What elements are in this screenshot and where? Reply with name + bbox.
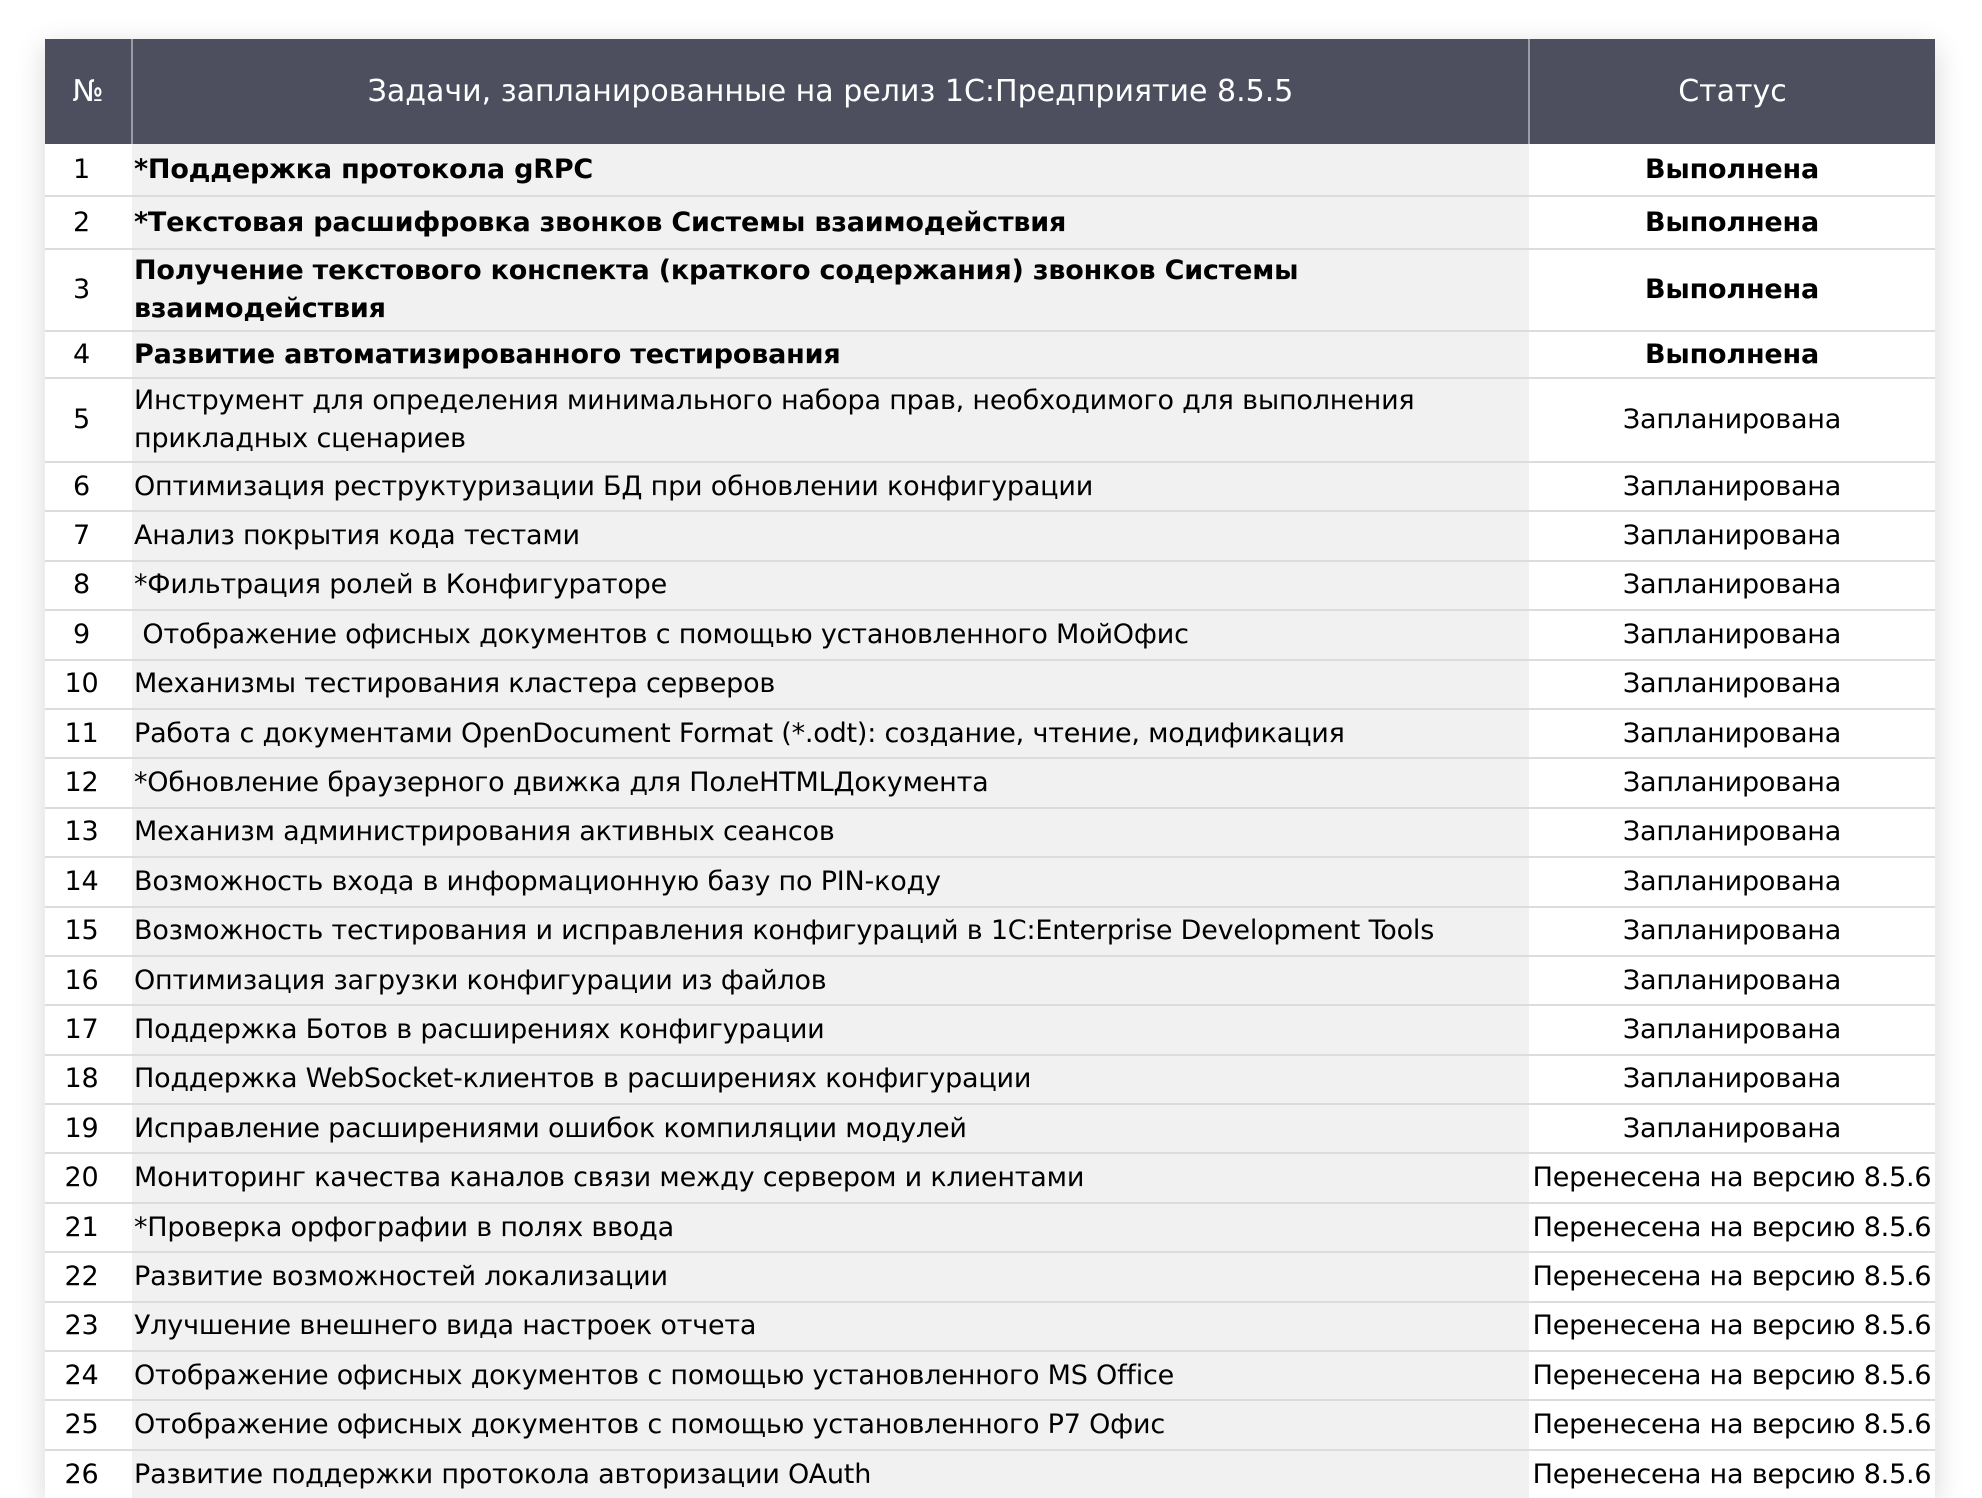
table-row bbox=[45, 1055, 1935, 1104]
task-name: Анализ покрытия кода тестами bbox=[132, 511, 1529, 560]
task-name: Отображение офисных документов с помощью установленного МойОфис bbox=[132, 610, 1529, 659]
row-number: 20 bbox=[45, 1153, 132, 1202]
row-number: 2 bbox=[45, 196, 132, 249]
table-row bbox=[45, 1351, 1935, 1400]
table-row bbox=[45, 857, 1935, 906]
task-status: Запланирована bbox=[1529, 462, 1935, 511]
table-row bbox=[45, 610, 1935, 659]
table-row bbox=[45, 196, 1935, 249]
task-name: Исправление расширениями ошибок компиляции модулей bbox=[132, 1104, 1529, 1153]
task-name: *Обновление браузерного движка для ПолеHTMLДокумента bbox=[132, 758, 1529, 807]
task-status: Запланирована bbox=[1529, 660, 1935, 709]
task-status: Запланирована bbox=[1529, 808, 1935, 857]
header-status: Статус bbox=[1529, 39, 1935, 144]
table-row bbox=[45, 907, 1935, 956]
task-name: Возможность тестирования и исправления конфигураций в 1C:Enterprise Development Tools bbox=[132, 907, 1529, 956]
release-tasks-table-container bbox=[45, 39, 1935, 1498]
task-name: Оптимизация реструктуризации БД при обновлении конфигурации bbox=[132, 462, 1529, 511]
row-number: 15 bbox=[45, 907, 132, 956]
task-status: Перенесена на версию 8.5.6 bbox=[1529, 1153, 1935, 1202]
task-status: Выполнена bbox=[1529, 249, 1935, 331]
task-name: *Текстовая расшифровка звонков Системы взаимодействия bbox=[132, 196, 1529, 249]
task-name: Развитие возможностей локализации bbox=[132, 1252, 1529, 1301]
table-row bbox=[45, 462, 1935, 511]
row-number: 6 bbox=[45, 462, 132, 511]
row-number: 17 bbox=[45, 1005, 132, 1054]
table-row bbox=[45, 331, 1935, 378]
row-number: 12 bbox=[45, 758, 132, 807]
task-status: Запланирована bbox=[1529, 378, 1935, 462]
table-row bbox=[45, 1104, 1935, 1153]
row-number: 3 bbox=[45, 249, 132, 331]
table-row bbox=[45, 956, 1935, 1005]
header-task: Задачи, запланированные на релиз 1С:Предприятие 8.5.5 bbox=[132, 39, 1529, 144]
task-status: Выполнена bbox=[1529, 196, 1935, 249]
row-number: 14 bbox=[45, 857, 132, 906]
row-number: 18 bbox=[45, 1055, 132, 1104]
task-name: Получение текстового конспекта (краткого содержания) звонков Системы взаимодействия bbox=[132, 249, 1529, 331]
row-number: 10 bbox=[45, 660, 132, 709]
table-row bbox=[45, 709, 1935, 758]
task-status: Выполнена bbox=[1529, 144, 1935, 196]
task-status: Запланирована bbox=[1529, 561, 1935, 610]
task-name: Механизм администрирования активных сеансов bbox=[132, 808, 1529, 857]
task-name: Инструмент для определения минимального набора прав, необходимого для выполнения прикладных сценариев bbox=[132, 378, 1529, 462]
table-row bbox=[45, 660, 1935, 709]
row-number: 5 bbox=[45, 378, 132, 462]
task-status: Запланирована bbox=[1529, 857, 1935, 906]
row-number: 1 bbox=[45, 144, 132, 196]
task-name: Развитие автоматизированного тестирования bbox=[132, 331, 1529, 378]
task-name: Развитие поддержки протокола авторизации OAuth bbox=[132, 1450, 1529, 1498]
table-row bbox=[45, 561, 1935, 610]
task-name: Улучшение внешнего вида настроек отчета bbox=[132, 1302, 1529, 1351]
row-number: 13 bbox=[45, 808, 132, 857]
header-number: № bbox=[45, 39, 132, 144]
row-number: 21 bbox=[45, 1203, 132, 1252]
task-status: Перенесена на версию 8.5.6 bbox=[1529, 1351, 1935, 1400]
row-number: 24 bbox=[45, 1351, 132, 1400]
release-tasks-table bbox=[45, 39, 1935, 1498]
task-status: Запланирована bbox=[1529, 709, 1935, 758]
table-row bbox=[45, 1252, 1935, 1301]
task-status: Перенесена на версию 8.5.6 bbox=[1529, 1450, 1935, 1498]
table-header-row bbox=[45, 39, 1935, 144]
table-row bbox=[45, 144, 1935, 196]
task-status: Перенесена на версию 8.5.6 bbox=[1529, 1400, 1935, 1449]
task-name: Работа с документами OpenDocument Format (*.odt): создание, чтение, модификация bbox=[132, 709, 1529, 758]
table-row bbox=[45, 758, 1935, 807]
task-status: Запланирована bbox=[1529, 956, 1935, 1005]
task-name: Отображение офисных документов с помощью установленного Р7 Офис bbox=[132, 1400, 1529, 1449]
task-name: Оптимизация загрузки конфигурации из файлов bbox=[132, 956, 1529, 1005]
task-status: Запланирована bbox=[1529, 758, 1935, 807]
table-row bbox=[45, 378, 1935, 462]
row-number: 9 bbox=[45, 610, 132, 659]
task-status: Запланирована bbox=[1529, 1005, 1935, 1054]
task-name: Механизмы тестирования кластера серверов bbox=[132, 660, 1529, 709]
table-row bbox=[45, 1153, 1935, 1202]
task-name: Поддержка Ботов в расширениях конфигурации bbox=[132, 1005, 1529, 1054]
row-number: 25 bbox=[45, 1400, 132, 1449]
table-body bbox=[45, 144, 1935, 1498]
task-status: Запланирована bbox=[1529, 907, 1935, 956]
row-number: 22 bbox=[45, 1252, 132, 1301]
task-name: Поддержка WebSocket-клиентов в расширениях конфигурации bbox=[132, 1055, 1529, 1104]
row-number: 23 bbox=[45, 1302, 132, 1351]
row-number: 19 bbox=[45, 1104, 132, 1153]
table-row bbox=[45, 511, 1935, 560]
row-number: 16 bbox=[45, 956, 132, 1005]
task-name: Отображение офисных документов с помощью установленного MS Office bbox=[132, 1351, 1529, 1400]
table-row bbox=[45, 1400, 1935, 1449]
table-row bbox=[45, 249, 1935, 331]
task-name: Возможность входа в информационную базу по PIN-коду bbox=[132, 857, 1529, 906]
task-status: Запланирована bbox=[1529, 511, 1935, 560]
row-number: 26 bbox=[45, 1450, 132, 1498]
task-status: Выполнена bbox=[1529, 331, 1935, 378]
task-status: Запланирована bbox=[1529, 1104, 1935, 1153]
table-row bbox=[45, 1450, 1935, 1498]
task-name: Мониторинг качества каналов связи между сервером и клиентами bbox=[132, 1153, 1529, 1202]
row-number: 11 bbox=[45, 709, 132, 758]
task-status: Перенесена на версию 8.5.6 bbox=[1529, 1252, 1935, 1301]
task-name: *Поддержка протокола gRPC bbox=[132, 144, 1529, 196]
task-name: *Фильтрация ролей в Конфигураторе bbox=[132, 561, 1529, 610]
table-row bbox=[45, 1203, 1935, 1252]
task-status: Перенесена на версию 8.5.6 bbox=[1529, 1302, 1935, 1351]
task-status: Запланирована bbox=[1529, 1055, 1935, 1104]
row-number: 7 bbox=[45, 511, 132, 560]
table-row bbox=[45, 1005, 1935, 1054]
table-row bbox=[45, 808, 1935, 857]
table-row bbox=[45, 1302, 1935, 1351]
task-status: Перенесена на версию 8.5.6 bbox=[1529, 1203, 1935, 1252]
task-name: *Проверка орфографии в полях ввода bbox=[132, 1203, 1529, 1252]
row-number: 4 bbox=[45, 331, 132, 378]
task-status: Запланирована bbox=[1529, 610, 1935, 659]
row-number: 8 bbox=[45, 561, 132, 610]
